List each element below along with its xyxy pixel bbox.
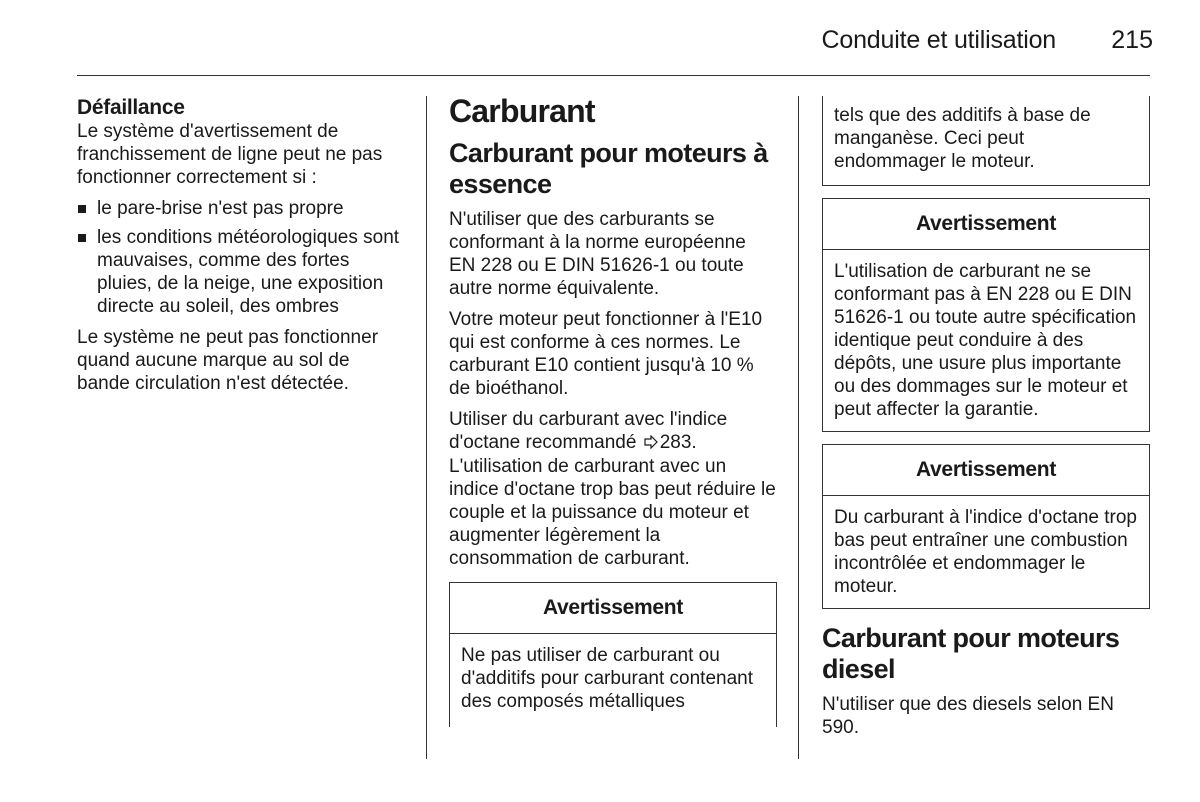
warning-title: Avertissement bbox=[823, 445, 1149, 496]
warning-box-metallic-additives bbox=[449, 582, 777, 727]
list-item bbox=[77, 226, 407, 318]
left-column bbox=[77, 96, 407, 403]
chapter-title: Carburant bbox=[449, 93, 595, 129]
running-header-title: Conduite et utilisation bbox=[821, 26, 1056, 54]
closing-paragraph: Le système ne peut pas fonctionner quand aucune marque au sol de bande circulation n'est détectée. bbox=[77, 327, 379, 394]
warning-title: Avertissement bbox=[450, 583, 776, 634]
square-bullet-icon bbox=[78, 234, 86, 242]
warning-box-norm-compliance bbox=[822, 198, 1150, 432]
e10-paragraph: Votre moteur peut fonctionner à l'E10 qui est conforme à ces normes. Le carburant E10 contient jusqu'à 10 % de bioéthanol. bbox=[449, 309, 763, 399]
section-heading-defaillance: Défaillance bbox=[77, 96, 185, 119]
page-number: 215 bbox=[1111, 26, 1153, 54]
warning-box-continued bbox=[822, 96, 1150, 186]
middle-column bbox=[449, 92, 777, 739]
norm-paragraph: N'utiliser que des carburants se conformant à la norme européenne EN 228 ou E DIN 51626-1 ou toute autre norme équivalente. bbox=[449, 209, 746, 299]
list-item bbox=[77, 197, 407, 220]
section-heading-diesel: Carburant pour moteurs diesel bbox=[822, 623, 1120, 684]
warning-body-continued: tels que des additifs à base de manganèse. Ceci peut endommager le moteur. bbox=[834, 105, 1091, 172]
page-reference-arrow-icon bbox=[644, 432, 658, 455]
warning-title: Avertissement bbox=[823, 199, 1149, 250]
condition-list bbox=[77, 197, 407, 318]
page-reference-link[interactable]: 283 bbox=[659, 432, 692, 453]
octane-text-end: . L'utilisation de carburant avec un indice d'octane trop bas peut réduire le couple et la puissance du moteur et augmenter légèrement la consommation de carburant. bbox=[449, 432, 776, 569]
diesel-paragraph: N'utiliser que des diesels selon EN 590. bbox=[822, 694, 1114, 738]
octane-paragraph bbox=[449, 408, 777, 570]
warning-body: Du carburant à l'indice d'octane trop bas peut entraîner une combustion incontrôlée et endommager le moteur. bbox=[834, 507, 1137, 597]
list-item-text: les conditions météorologiques sont mauvaises, comme des fortes pluies, de la neige, une exposition directe au soleil, des ombres bbox=[97, 227, 400, 317]
right-column bbox=[822, 96, 1150, 747]
octane-text-start: Utiliser du carburant avec l'indice d'octane recommandé bbox=[449, 409, 728, 453]
list-item-text: le pare-brise n'est pas propre bbox=[97, 198, 344, 219]
section-heading-essence: Carburant pour moteurs à essence bbox=[449, 138, 768, 199]
warning-body: Ne pas utiliser de carburant ou d'additifs pour carburant contenant des composés métalliques bbox=[461, 645, 753, 712]
intro-paragraph: Le système d'avertissement de franchissement de ligne peut ne pas fonctionner correctement si : bbox=[77, 121, 383, 188]
column-divider-left bbox=[426, 96, 427, 759]
square-bullet-icon bbox=[78, 205, 86, 213]
column-divider-right bbox=[798, 96, 799, 759]
warning-body: L'utilisation de carburant ne se conformant pas à EN 228 ou E DIN 51626-1 ou toute autre spécification identique peut conduire à des dépôts, une usure plus importante ou des dommages sur le moteur et peut affecter la garantie. bbox=[834, 261, 1137, 420]
header-rule bbox=[77, 75, 1150, 76]
warning-box-low-octane bbox=[822, 444, 1150, 609]
